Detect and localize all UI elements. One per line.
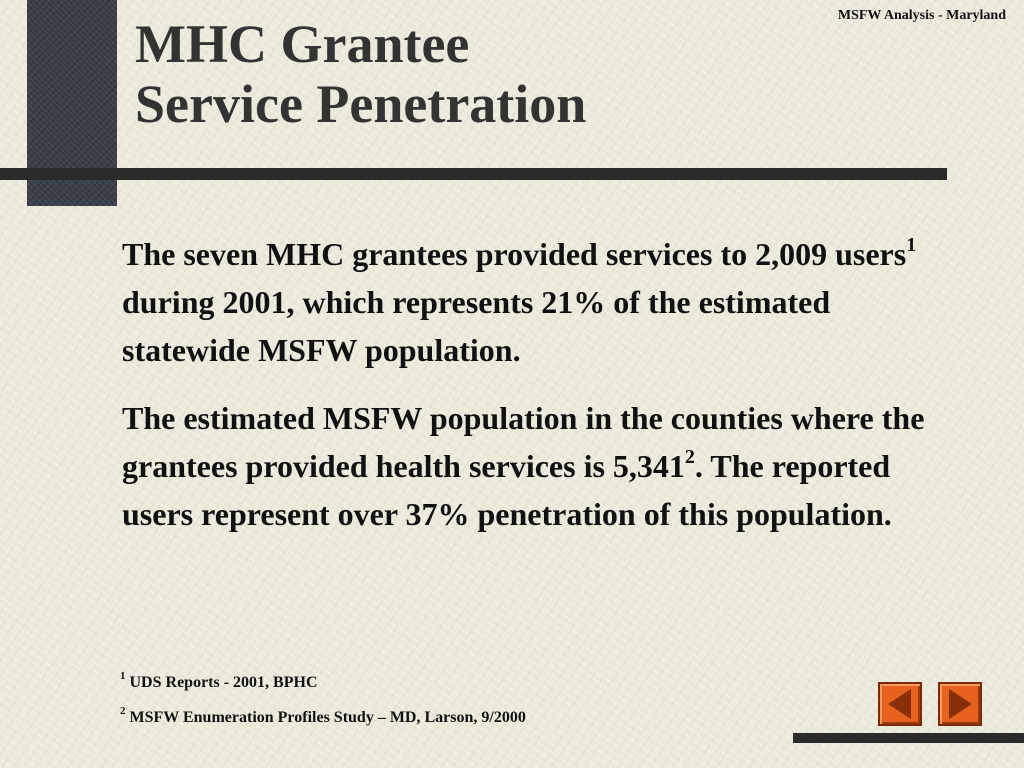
slide-title-line-1: MHC Grantee <box>135 14 470 74</box>
triangle-right-icon <box>940 684 980 724</box>
paragraph-2-text-a: The estimated MSFW population in the counties where the grantees provided health services is 5,341 <box>122 400 925 484</box>
paragraph-1-text-b: during 2001, which represents 21% of the estimated statewide MSFW population. <box>122 284 831 368</box>
next-slide-button[interactable] <box>938 682 982 726</box>
footnote-2-mark: 2 <box>120 704 126 717</box>
footnote-1-mark: 1 <box>120 669 126 682</box>
footnote-2 <box>120 704 526 727</box>
footnote-1-text: UDS Reports - 2001, BPHC <box>125 674 318 691</box>
paragraph-1-text-a: The seven MHC grantees provided services to 2,009 users <box>122 236 907 272</box>
title-divider <box>0 168 947 180</box>
body-paragraph-1 <box>122 230 962 374</box>
slide-title <box>135 14 586 134</box>
triangle-left-icon <box>880 684 920 724</box>
paragraph-2-text-b: . The reported users represent over 37% penetration of this population. <box>122 448 892 532</box>
footnote-1 <box>120 669 318 692</box>
footnote-ref-1: 1 <box>906 234 917 257</box>
slide-header-tag: MSFW Analysis - Maryland <box>837 8 1006 23</box>
slide-title-line-2: Service Penetration <box>135 74 587 134</box>
footnote-2-text: MSFW Enumeration Profiles Study – MD, Larson, 9/2000 <box>125 709 526 726</box>
footer-divider <box>793 733 1024 743</box>
previous-slide-button[interactable] <box>878 682 922 726</box>
body-paragraph-2 <box>122 394 962 538</box>
footnote-ref-2: 2 <box>684 446 695 469</box>
slide-body <box>122 230 962 558</box>
